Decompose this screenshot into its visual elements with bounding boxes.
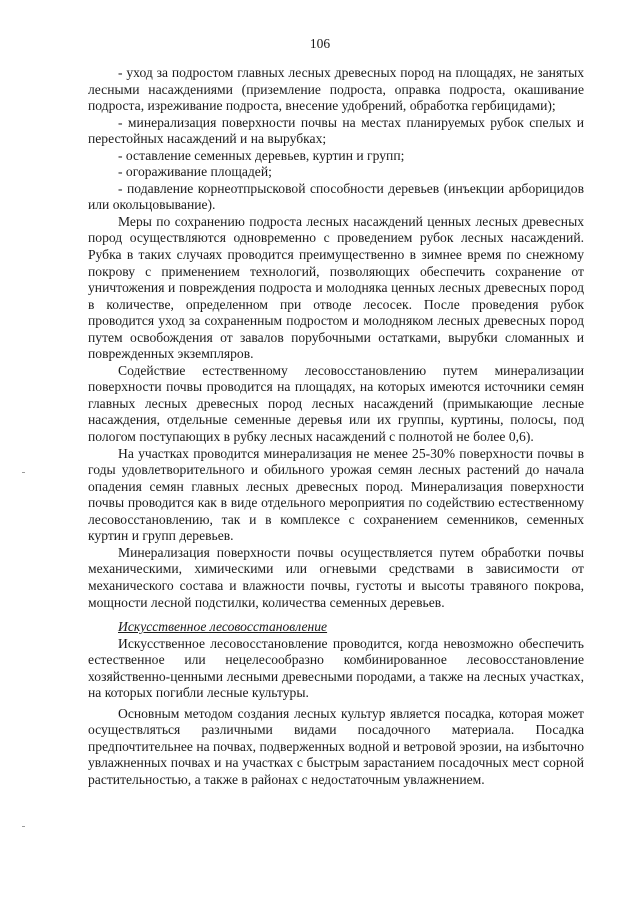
- list-item-root-suppression: - подавление корнеотпрысковой способности деревьев (инъекции арборицидов или окольцовывание).: [88, 180, 584, 213]
- list-item-seed-trees: - оставление семенных деревьев, куртин и групп;: [118, 147, 405, 163]
- list-item-undergrowth-care: - уход за подростом главных лесных древесных пород на площадях, не занятых лесными насаждениями (приземление подроста, оправка подроста, окашивание подроста, изреживание подроста, внесение удобрений, обработка гербицидами);: [88, 65, 584, 114]
- paragraph-mineralization-methods: Минерализация поверхности почвы осуществляется путем обработки почвы механическими, химическими или огневыми средствами в зависимости от механического состава и влажности почвы, густоты и высоты травяного покрова, мощности лесной подстилки, количества семенных деревьев.: [88, 544, 584, 610]
- page-number: 106: [309, 36, 331, 51]
- section-heading: Искусственное лесовосстановление: [118, 619, 328, 635]
- paragraph-natural-regeneration: Содействие естественному лесовосстановлению путем минерализации поверхности почвы проводится на площадях, на которых имеются источники семян главных лесных древесных пород лесных насаждений (примыкающие лесные насаждения, отдельные семенные деревья или их группы, куртины, полосы, под пологом поступающих в рубку лесных насаждений с полнотой не более 0,6).: [88, 362, 584, 445]
- scan-speck: [22, 472, 25, 473]
- scan-speck: [22, 826, 25, 827]
- paragraph-artificial-regeneration: Искусственное лесовосстановление проводится, когда невозможно обеспечить естественное или нецелесообразно комбинированное лесовосстановление хозяйственно-ценными лесными древесными породами, а также на лесных участках, на которых погибли лесные культуры.: [88, 635, 584, 701]
- list-item-soil-mineralization: - минерализация поверхности почвы на местах планируемых рубок спелых и перестойных насаждений и на вырубках;: [88, 114, 584, 147]
- paragraph-planting-method: Основным методом создания лесных культур является посадка, которая может осуществляться различными видами посадочного материала. Посадка предпочтительнее на почвах, подверженных водной и ветровой эрозии, на избыточно увлажненных почвах и на участках с быстрым зарастанием посадочных мест сорной растительностью, а также в районах с недостаточным увлажнением.: [88, 705, 584, 787]
- paragraph-undergrowth-preservation: Меры по сохранению подроста лесных насаждений ценных лесных древесных пород осуществляются одновременно с проведением рубок лесных насаждений. Рубка в таких случаях проводится преимущественно в зимнее время по снежному покрову с применением технологий, позволяющих обеспечить сохранение от уничтожения и повреждения подроста и молодняка ценных лесных древесных пород в количестве, определенном при отводе лесосек. После проведения рубок проводится уход за сохраненным подростом и молодняком лесных древесных пород путем освобождения от завалов порубочными остатками, вырубки сломанных и поврежденных экземпляров.: [88, 213, 584, 362]
- section-heading-paragraph: [88, 619, 584, 636]
- document-body: [88, 65, 584, 789]
- list-item-fencing: - огораживание площадей;: [118, 164, 272, 180]
- paragraph-mineralization-rate: На участках проводится минерализация не менее 25-30% поверхности почвы в годы удовлетворительного и обильного урожая семян лесных растений до начала опадения семян главных лесных древесных пород. Минерализация поверхности почвы проводится как в виде отдельного мероприятия по содействию естественному лесовосстановлению, так и в комплексе с сохранением семенников, семенных куртин и групп деревьев.: [88, 445, 584, 544]
